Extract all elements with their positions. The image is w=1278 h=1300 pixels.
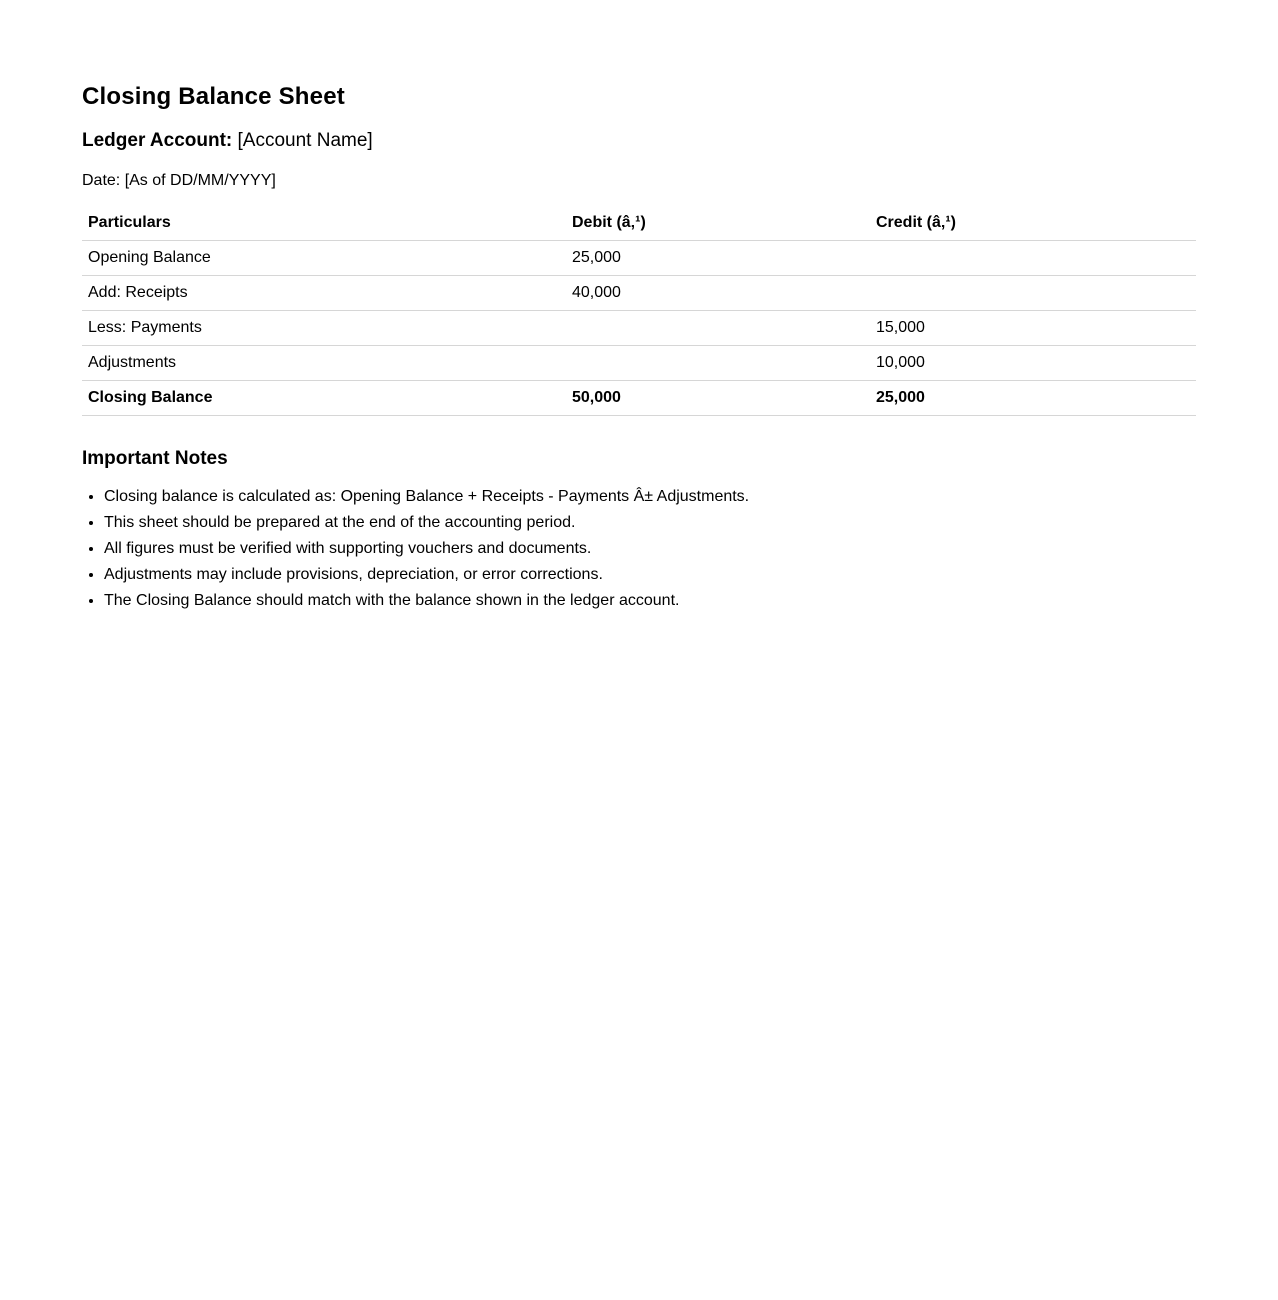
debit-cell: 40,000	[566, 276, 870, 311]
notes-list	[82, 484, 1104, 614]
column-header-particulars: Particulars	[82, 206, 566, 241]
table-row	[82, 241, 1196, 276]
credit-cell: 15,000	[870, 311, 1196, 346]
particulars-cell: Less: Payments	[82, 311, 566, 346]
ledger-account-label: Ledger Account:	[82, 130, 233, 151]
debit-cell	[566, 311, 870, 346]
particulars-cell: Opening Balance	[82, 241, 566, 276]
list-item: • This sheet should be prepared at the end of the accounting period.	[104, 510, 1104, 536]
debit-total-cell: 50,000	[566, 381, 870, 416]
list-item: • The Closing Balance should match with the balance shown in the ledger account.	[104, 588, 1104, 614]
debit-cell: 25,000	[566, 241, 870, 276]
list-item: • Adjustments may include provisions, depreciation, or error corrections.	[104, 562, 1104, 588]
debit-cell	[566, 346, 870, 381]
ledger-account-line	[82, 130, 373, 152]
particulars-cell: Adjustments	[82, 346, 566, 381]
column-header-debit: Debit (â‚¹)	[566, 206, 870, 241]
list-item: • All figures must be verified with supporting vouchers and documents.	[104, 536, 1104, 562]
page-title: Closing Balance Sheet	[82, 83, 345, 110]
credit-total-cell: 25,000	[870, 381, 1196, 416]
particulars-cell: Closing Balance	[82, 381, 566, 416]
table-row	[82, 311, 1196, 346]
table-header-row	[82, 206, 1196, 241]
credit-cell	[870, 276, 1196, 311]
column-header-credit: Credit (â‚¹)	[870, 206, 1196, 241]
particulars-cell: Add: Receipts	[82, 276, 566, 311]
balance-table	[82, 206, 1196, 416]
closing-balance-row	[82, 381, 1196, 416]
credit-cell: 10,000	[870, 346, 1196, 381]
notes-heading: Important Notes	[82, 448, 228, 469]
ledger-account-name: [Account Name]	[237, 130, 373, 151]
list-item: • Closing balance is calculated as: Opening Balance + Receipts - Payments Â± Adjustments.	[104, 484, 1104, 510]
table-row	[82, 276, 1196, 311]
table-row	[82, 346, 1196, 381]
credit-cell	[870, 241, 1196, 276]
date-line: Date: [As of DD/MM/YYYY]	[82, 172, 276, 189]
